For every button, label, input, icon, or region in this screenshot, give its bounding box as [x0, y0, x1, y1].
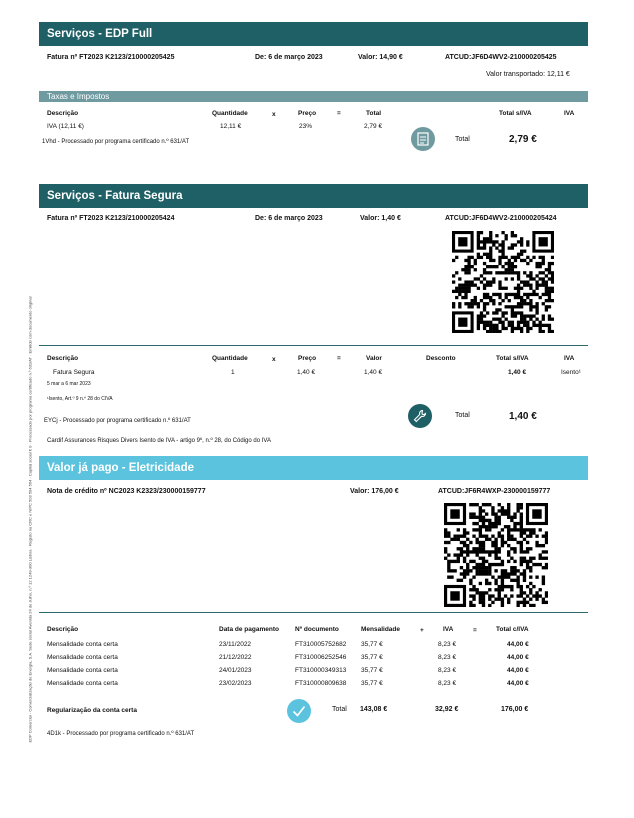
total-iva: 32,92 €	[435, 706, 459, 713]
table-cell-doc: FT310005752682	[295, 641, 347, 648]
col-desconto: Desconto	[426, 355, 456, 362]
col-descricao: Descrição	[47, 355, 79, 362]
qr-code-icon	[452, 231, 554, 333]
col-x: x	[272, 356, 276, 363]
col-total: Total	[366, 110, 382, 117]
footnote: ¹Isento, Art.º 9 n.º 28 do CIVA	[47, 396, 113, 402]
cert-note: 1Vhd - Processado por programa certificado n.º 631/AT	[42, 139, 190, 145]
col-x: x	[272, 111, 276, 118]
section-fatura-segura-header: Serviços - Fatura Segura	[39, 184, 588, 208]
credit-note-value: Valor: 176,00 €	[350, 488, 399, 495]
row-qty: 1	[231, 369, 235, 376]
total-label: Total	[332, 706, 347, 713]
atcud-code: ATCUD:JF6D4WV2-210000205425	[445, 54, 557, 61]
table-cell-date: 23/02/2023	[219, 680, 252, 687]
row-total: 1,40 €	[508, 369, 527, 376]
col-eq: =	[473, 627, 477, 634]
total-label: Total	[455, 412, 470, 419]
col-data-pagamento: Data de pagamento	[219, 626, 279, 633]
total-value: 2,79 €	[509, 134, 537, 145]
col-iva: IVA	[564, 110, 575, 117]
total-value: 1,40 €	[509, 411, 537, 422]
row-desc: Fatura Segura	[53, 369, 95, 376]
invoice-value: Valor: 14,90 €	[358, 54, 403, 61]
col-iva: IVA	[564, 355, 575, 362]
table-cell-total: 44,00 €	[507, 680, 529, 687]
atcud-code: ATCUD:JF6D4WV2-210000205424	[445, 215, 557, 222]
table-cell-doc: FT310000809638	[295, 680, 347, 687]
table-cell-total: 44,00 €	[507, 667, 529, 674]
taxes-header: Taxas e Impostos	[39, 91, 588, 102]
col-eq: =	[337, 355, 341, 362]
col-preco: Preço	[298, 110, 317, 117]
col-preco: Preço	[298, 355, 317, 362]
atcud-code: ATCUD:JF6R4WXP-230000159777	[438, 488, 551, 495]
row-price: 23%	[299, 123, 313, 130]
invoice-date: De: 6 de março 2023	[255, 54, 323, 61]
period: 5 mar a 6 mar 2023	[47, 381, 91, 387]
col-mensalidade: Mensalidade	[361, 626, 401, 633]
section-edp-full-header: Serviços - EDP Full	[39, 22, 588, 46]
table-cell-desc: Mensalidade conta certa	[47, 667, 118, 674]
table-cell-doc: FT310000349313	[295, 667, 347, 674]
col-descricao: Descrição	[47, 626, 79, 633]
row-desc: IVA (12,11 €)	[47, 123, 84, 130]
cardif-note: Cardif Assurances Risques Divers Isento de IVA - artigo 9º, n.º 28, do Código do IVA	[47, 438, 271, 444]
table-cell-iva: 8,23 €	[438, 641, 457, 648]
section-valor-pago-header: Valor já pago - Eletricidade	[39, 456, 588, 480]
table-cell-desc: Mensalidade conta certa	[47, 680, 118, 687]
table-cell-mens: 35,77 €	[361, 667, 383, 674]
table-cell-iva: 8,23 €	[438, 667, 457, 674]
row-iva: Isento¹	[561, 369, 581, 376]
row-price: 1,40 €	[297, 369, 316, 376]
table-cell-desc: Mensalidade conta certa	[47, 654, 118, 661]
col-iva: IVA	[443, 626, 454, 633]
table-cell-date: 21/12/2022	[219, 654, 252, 661]
regularizacao-label: Regularização da conta certa	[47, 707, 137, 714]
table-cell-date: 24/01/2023	[219, 667, 252, 674]
qr-code-icon	[444, 503, 548, 607]
row-valor: 1,40 €	[364, 369, 383, 376]
cert-note: 4D1k - Processado por programa certificado n.º 631/AT	[47, 731, 195, 737]
row-total: 2,79 €	[364, 123, 383, 130]
cert-note: EYCj - Processado por programa certificado n.º 631/AT	[44, 418, 191, 424]
total-mensalidade: 143,08 €	[360, 706, 388, 713]
col-total-siva: Total s/IVA	[499, 110, 532, 117]
invoice-number: Fatura nº FT2023 K2123/210000205425	[47, 54, 175, 61]
table-cell-date: 23/11/2022	[219, 641, 252, 648]
document-icon	[411, 127, 435, 151]
total-value: 176,00 €	[501, 706, 529, 713]
table-cell-iva: 8,23 €	[438, 654, 457, 661]
col-eq: =	[337, 110, 341, 117]
invoice-date: De: 6 de março 2023	[255, 215, 323, 222]
col-quantidade: Quantidade	[212, 110, 248, 117]
checkmark-icon	[287, 699, 311, 723]
transported-value: Valor transportado: 12,11 €	[486, 71, 570, 78]
table-cell-iva: 8,23 €	[438, 680, 457, 687]
col-total-civa: Total c/IVA	[496, 626, 529, 633]
col-documento: Nº documento	[295, 626, 339, 633]
credit-note-number: Nota de crédito nº NC2023 K2323/230000159777	[47, 488, 206, 495]
table-cell-mens: 35,77 €	[361, 641, 383, 648]
side-legal-text: EDP Comercial - Comercialização de Energia, S.A. Sede social Avenida 24 de Julho, n.º 12 1249-300 Lisboa · Registo na CRC e NIPC 503 504 564 · Capital social € 0 · Processado por programa certificado n.º 631/AT · Emitido com documento original	[27, 296, 33, 743]
row-qty: 12,11 €	[220, 123, 242, 130]
col-descricao: Descrição	[47, 110, 79, 117]
invoice-value: Valor: 1,40 €	[360, 215, 401, 222]
table-cell-mens: 35,77 €	[361, 680, 383, 687]
table-cell-doc: FT310006252546	[295, 654, 347, 661]
col-total-siva: Total s/IVA	[496, 355, 529, 362]
table-cell-total: 44,00 €	[507, 654, 529, 661]
wrench-icon	[408, 404, 432, 428]
table-cell-mens: 35,77 €	[361, 654, 383, 661]
col-valor: Valor	[366, 355, 382, 362]
table-cell-desc: Mensalidade conta certa	[47, 641, 118, 648]
col-quantidade: Quantidade	[212, 355, 248, 362]
total-label: Total	[455, 136, 470, 143]
table-cell-total: 44,00 €	[507, 641, 529, 648]
invoice-number: Fatura nº FT2023 K2123/210000205424	[47, 215, 175, 222]
col-plus: +	[420, 627, 424, 634]
